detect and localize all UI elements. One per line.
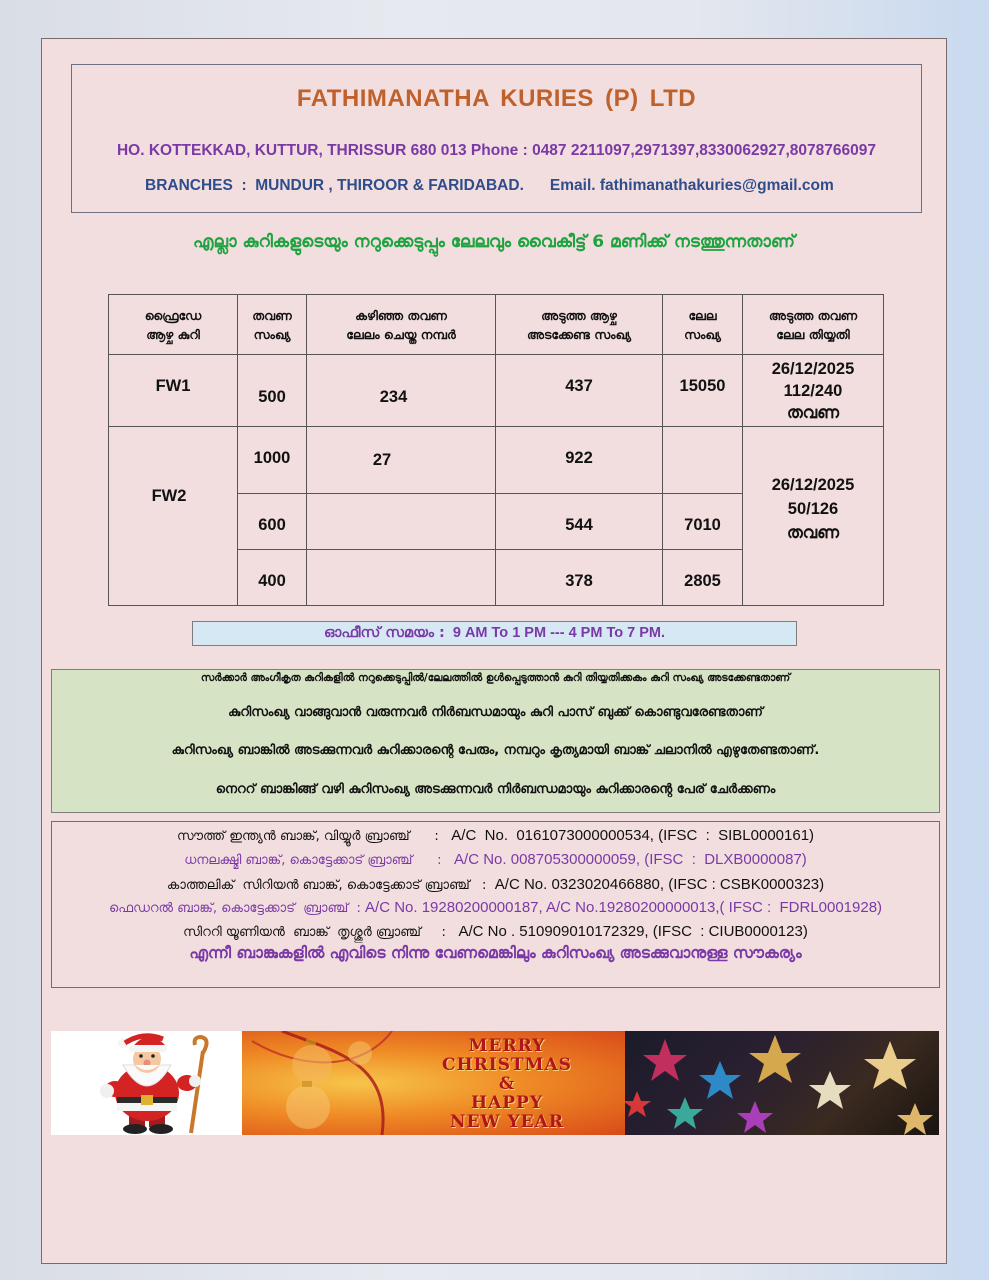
bank-line: സൗത്ത് ഇന്ത്യൻ ബാങ്ക്, വിയ്യൂർ ബ്രാഞ്ച് : A/C No. 0161073000000534, (IFSC : SIBL0000161) bbox=[176, 827, 815, 844]
next-payment-cell: 922 bbox=[496, 427, 663, 494]
last-number-cell bbox=[307, 494, 496, 550]
amount-cell: 600 bbox=[238, 494, 307, 550]
last-number-cell bbox=[307, 550, 496, 606]
santa-image bbox=[51, 1031, 242, 1135]
rule-line: നെററ് ബാങ്കിങ്ങ് വഴി കുറിസംഖ്യ അടക്കുന്നവർ നിർബന്ധമായും കുറിക്കാരന്റെ പേര് ചേർക്കണം bbox=[215, 782, 776, 797]
col-header-next-payment: അടുത്ത ആഴ്ച അടക്കേണ്ട സംഖ്യ bbox=[496, 295, 663, 355]
amount-cell: 1000 bbox=[238, 427, 307, 494]
bank-line: ഫെഡറൽ ബാങ്ക്, കൊട്ടേക്കാട് ബ്രാഞ്ച് : A/C No. 19280200000187, A/C No.19280200000013,( IFSC : FDRL0001928) bbox=[108, 899, 883, 916]
col-header-last-number: കഴിഞ്ഞ തവണ ലേലം ചെയ്ത നമ്പർ bbox=[307, 295, 496, 355]
draw-time-notice: എല്ലാ കുറികളുടെയും നറുക്കെടുപ്പും ലേലവും വൈകീട്ട് 6 മണിക്ക് നടത്തുന്നതാണ് bbox=[193, 232, 795, 252]
rule-line: കുറിസംഖ്യ ബാങ്കിൽ അടക്കുന്നവർ കുറിക്കാരന്റെ പേരും, നമ്പറും കൃത്യമായി ബാങ്ക് ചലാനിൽ എഴുതേണ്ടതാണ്. bbox=[171, 743, 820, 758]
next-payment-cell: 544 bbox=[496, 494, 663, 550]
col-header-next-date: അടുത്ത തവണ ലേല തിയ്യതി bbox=[743, 295, 884, 355]
auction-amount-cell: 7010 bbox=[663, 494, 743, 550]
col-header-amount: തവണ സംഖ്യ bbox=[238, 295, 307, 355]
col-header-kuri: ഫ്രൈഡേ ആഴ്ച കുറി bbox=[109, 295, 238, 355]
email-text: Email. fathimanathakuries@gmail.com bbox=[549, 177, 834, 194]
kuri-name-cell: FW1 bbox=[109, 355, 238, 427]
greeting-text: MERRY CHRISTMAS & HAPPY NEW YEAR bbox=[442, 1036, 572, 1132]
rule-line: കുറിസംഖ്യ വാങ്ങുവാൻ വരുന്നവർ നിർബന്ധമായും കുറി പാസ് ബുക്ക് കൊണ്ടുവരേണ്ടതാണ് bbox=[228, 705, 763, 720]
next-date-cell: 26/12/2025 50/126 തവണ bbox=[743, 427, 884, 606]
bank-line: കാത്തലിക് സിറിയൻ ബാങ്ക്, കൊട്ടേക്കാട് ബ്രാഞ്ച് : A/C No. 0323020466880, (IFSC : CSBK0000323) bbox=[166, 876, 825, 893]
amount-cell: 400 bbox=[238, 550, 307, 606]
office-hours-time: 9 AM To 1 PM --- 4 PM To 7 PM. bbox=[452, 625, 665, 641]
office-hours-label: ഓഫീസ് സമയം : bbox=[324, 625, 445, 641]
amount-cell: 500 bbox=[238, 355, 307, 427]
star-lanterns-image bbox=[625, 1031, 939, 1135]
auction-amount-cell: 2805 bbox=[663, 550, 743, 606]
merry-christmas-banner bbox=[242, 1031, 625, 1135]
branches-line bbox=[145, 177, 834, 195]
next-date-cell: 26/12/2025 112/240 തവണ bbox=[743, 355, 884, 427]
last-number-cell: 234 bbox=[307, 355, 496, 427]
auction-amount-cell: 15050 bbox=[663, 355, 743, 427]
kuri-name-cell: FW2 bbox=[109, 427, 238, 606]
office-hours bbox=[192, 621, 797, 646]
next-payment-cell: 378 bbox=[496, 550, 663, 606]
col-header-auction-amount: ലേല സംഖ്യ bbox=[663, 295, 743, 355]
company-address: HO. KOTTEKKAD, KUTTUR, THRISSUR 680 013 Phone : 0487 2211097,2971397,8330062927,8078766097 bbox=[116, 142, 877, 159]
next-payment-cell: 437 bbox=[496, 355, 663, 427]
bank-line: ധനലക്ഷ്മി ബാങ്ക്, കൊട്ടേക്കാട് ബ്രാഞ്ച് : A/C No. 008705300000059, (IFSC : DLXB0000087) bbox=[184, 851, 807, 868]
last-number-cell: 27 bbox=[307, 427, 496, 494]
bank-line: സിററി യൂണിയൻ ബാങ്ക് തൃശ്ശൂർ ബ്രാഞ്ച് : A/C No . 510909010172329, (IFSC : CIUB0000123) bbox=[183, 923, 808, 940]
table-row bbox=[109, 355, 884, 427]
rule-line: സർക്കാർ അംഗീകൃത കുറികളിൽ നറുക്കെടുപ്പിൽ/ലേലത്തിൽ ഉൾപ്പെടുത്താൻ കുറി തിയ്യതിക്കകം കുറി സംഖ്യ അടക്കേണ്ടതാണ് bbox=[200, 672, 791, 684]
banks-footer: എന്നീ ബാങ്കുകളിൽ എവിടെ നിന്നു വേണമെങ്കിലും കുറിസംഖ്യ അടക്കുവാനുള്ള സൗകര്യം bbox=[189, 944, 802, 962]
company-name: FATHIMANATHA KURIES (P) LTD bbox=[296, 85, 697, 112]
rules-box bbox=[51, 669, 940, 813]
table-row bbox=[109, 427, 884, 494]
branches-text: BRANCHES : MUNDUR , THIROOR & FARIDABAD. bbox=[145, 177, 524, 194]
company-header bbox=[71, 64, 922, 213]
notice-page bbox=[41, 38, 947, 1264]
table-header-row bbox=[109, 295, 884, 355]
kuri-table bbox=[108, 294, 884, 606]
auction-amount-cell bbox=[663, 427, 743, 494]
bank-accounts-box bbox=[51, 821, 940, 988]
